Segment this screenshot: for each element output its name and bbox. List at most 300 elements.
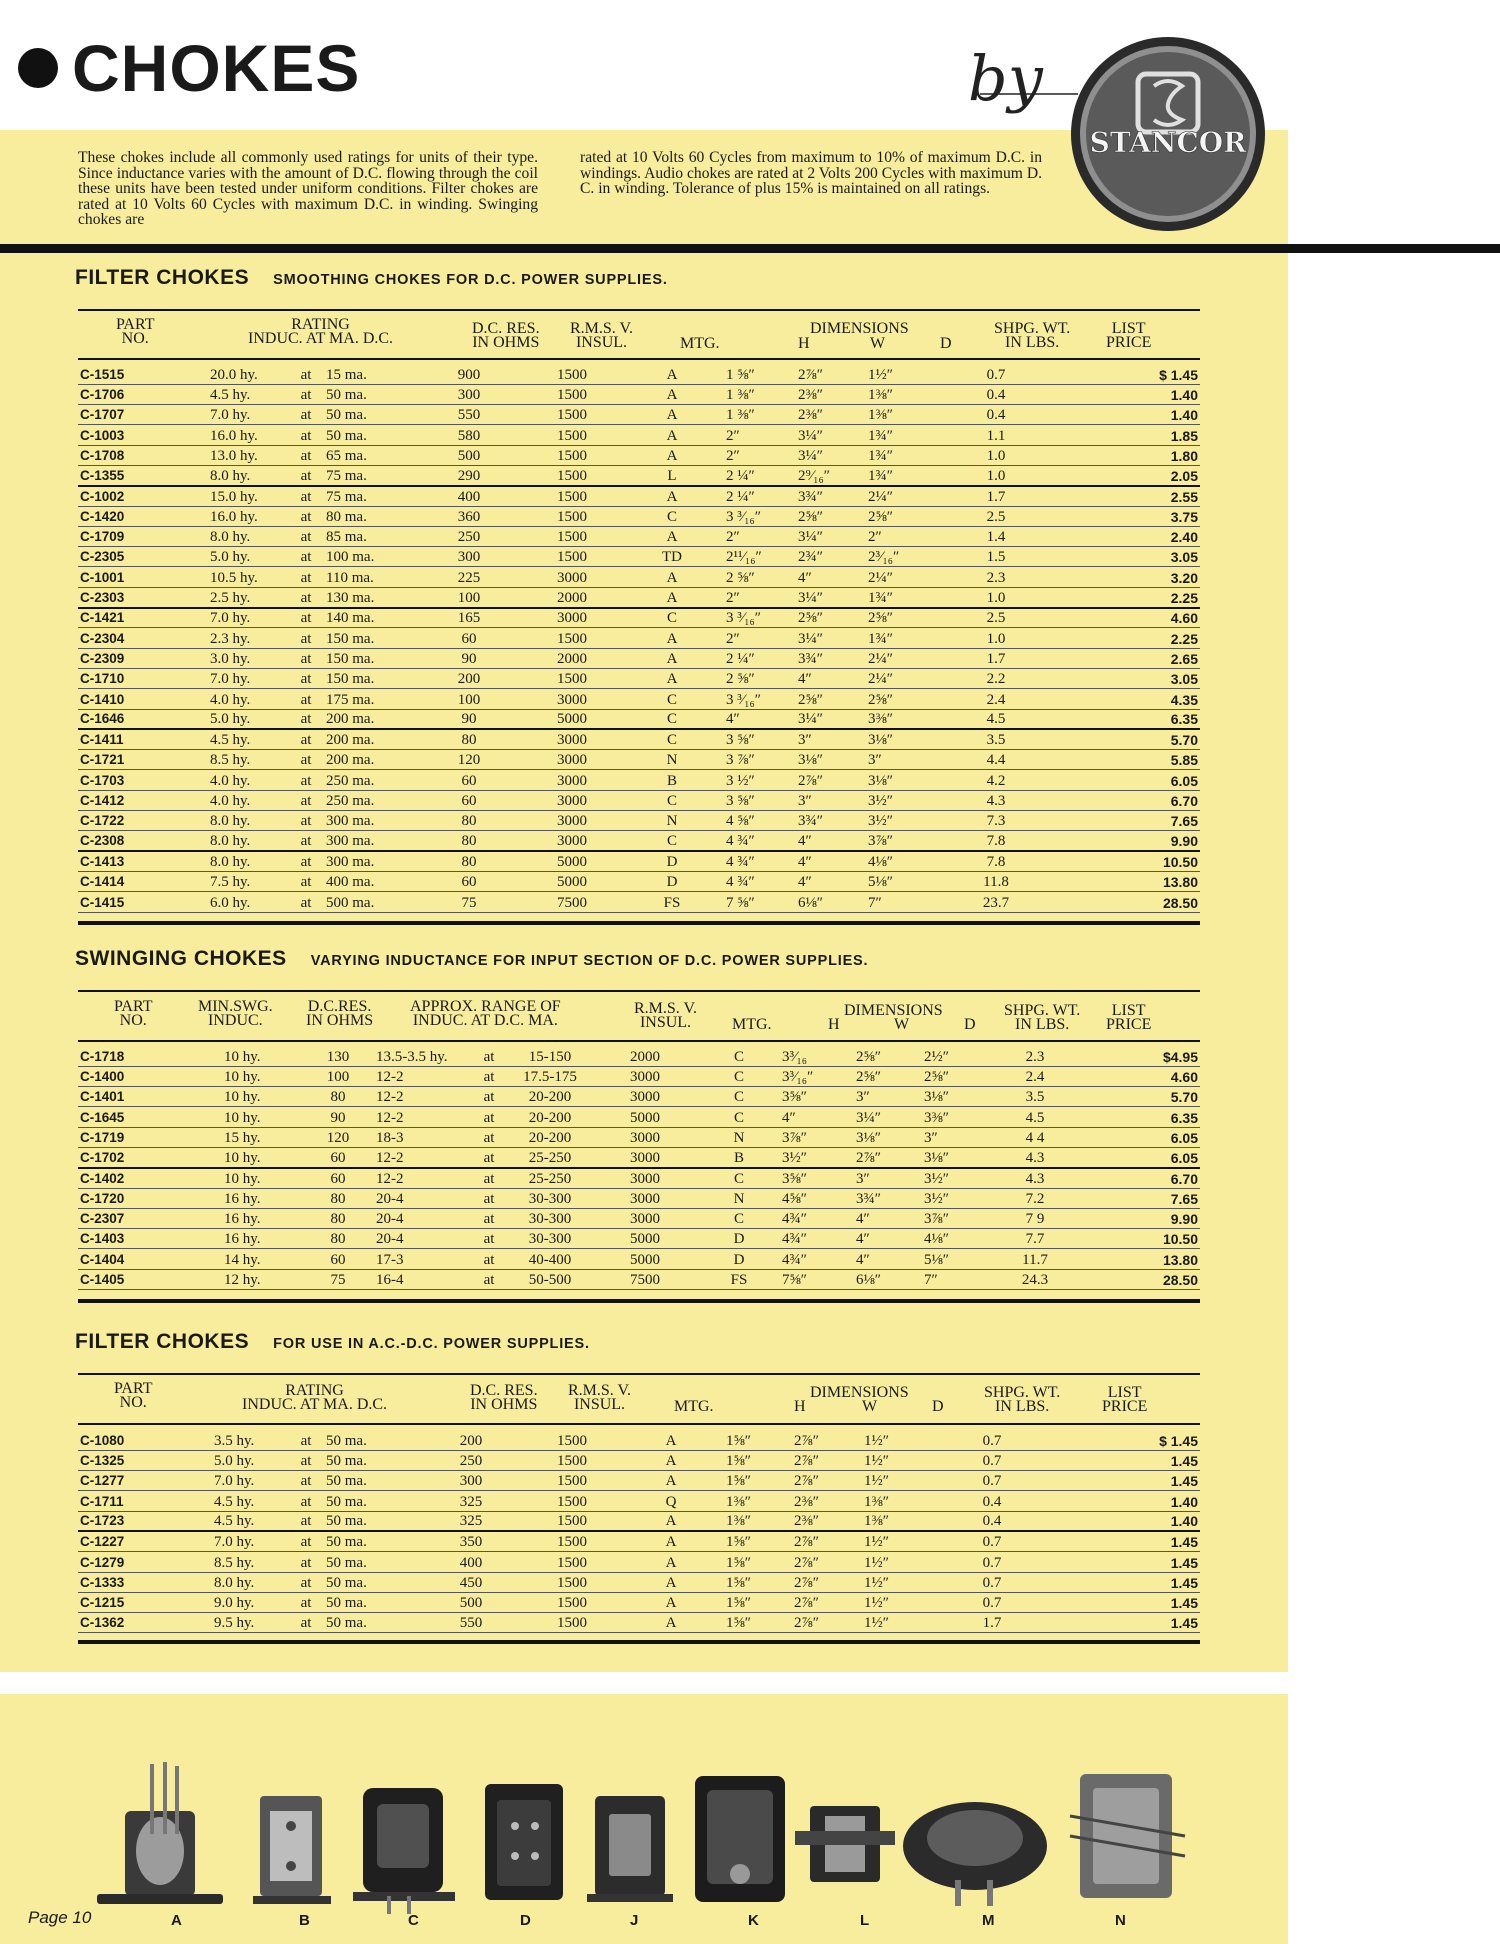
table-cell: 75 ma.	[324, 465, 414, 485]
table-cell: C-1711	[78, 1491, 212, 1511]
table-cell: at	[470, 1127, 508, 1147]
table-cell: 9.0 hy.	[212, 1592, 288, 1612]
table-cell: at	[288, 892, 324, 912]
table-cell: 3000	[592, 1147, 698, 1167]
table-cell: 4.0 hy.	[208, 790, 288, 810]
table-cell: 1500	[526, 1613, 618, 1633]
table-cell: 30-300	[508, 1208, 592, 1228]
table-cell: A	[620, 648, 724, 668]
table-cell: 1.4	[940, 526, 1052, 546]
col-header-h: H	[798, 335, 810, 352]
table-cell: 400	[416, 1552, 526, 1572]
table-cell: 3000	[592, 1087, 698, 1107]
table-cell: C	[698, 1087, 780, 1107]
table-cell: 2.5	[940, 608, 1052, 628]
table-cell: 3 ³⁄₁₆″	[724, 689, 796, 709]
table-cell: 7500	[524, 892, 620, 912]
table-cell: 13.80	[1052, 871, 1200, 891]
table-cell: 2.55	[1052, 486, 1200, 506]
table-cell: 1.7	[940, 648, 1052, 668]
table-end-rule	[78, 921, 1200, 925]
section-title: SWINGING CHOKES	[75, 947, 287, 970]
table-cell: 2.40	[1052, 526, 1200, 546]
table-cell: at	[288, 1552, 324, 1572]
table-cell: 3000	[524, 770, 620, 790]
table-cell: 7 9	[992, 1208, 1078, 1228]
table-cell: 3.05	[1052, 547, 1200, 567]
table-cell: 3¾″	[796, 811, 866, 831]
table-cell: 3¼″	[796, 587, 866, 607]
table-cell: D	[698, 1229, 780, 1249]
table-row	[78, 445, 1200, 465]
table-cell: 2″	[724, 587, 796, 607]
table-cell: at	[288, 851, 324, 871]
table-cell: 1.7	[932, 1613, 1052, 1633]
byline-text: by	[968, 42, 1043, 115]
table-cell: 6⅛″	[796, 892, 866, 912]
table-cell: 4″	[724, 709, 796, 729]
table-cell: 6.35	[1052, 709, 1200, 729]
table-cell: 16.0 hy.	[208, 425, 288, 445]
table-cell: 4.4	[940, 750, 1052, 770]
table-cell: 300	[414, 547, 524, 567]
table-cell: 0.7	[932, 1450, 1052, 1470]
table-row	[78, 1046, 1200, 1066]
table-cell: A	[620, 628, 724, 648]
table-cell: 2⅞″	[792, 1471, 862, 1491]
table-cell: 7.0 hy.	[208, 608, 288, 628]
table-cell: 4″	[854, 1208, 922, 1228]
table-cell: at	[288, 1471, 324, 1491]
table-cell: 2.5	[940, 506, 1052, 526]
table-cell: 1 ⅜″	[724, 405, 796, 425]
table-cell: 0.4	[932, 1491, 1052, 1511]
table-cell: 5⅛″	[922, 1249, 992, 1269]
table-cell: 4″	[854, 1249, 922, 1269]
table-cell: 7.8	[940, 831, 1052, 851]
section-rule	[78, 1373, 1200, 1375]
table-cell: at	[288, 547, 324, 567]
section-subtitle: FOR USE IN A.C.-D.C. POWER SUPPLIES.	[273, 1336, 590, 1352]
table-cell: TD	[620, 547, 724, 567]
table-cell: 4 ⅝″	[724, 811, 796, 831]
table-cell: FS	[698, 1269, 780, 1289]
table-cell: 13.5-3.5 hy.	[374, 1046, 470, 1066]
col-header-price: LIST PRICE	[1102, 1384, 1148, 1415]
table-row	[78, 729, 1200, 749]
table-cell: 4 ¾″	[724, 831, 796, 851]
page-title	[18, 30, 360, 106]
table-row	[78, 1471, 1200, 1491]
table-cell: 2⅜″	[792, 1491, 862, 1511]
table-cell: at	[288, 811, 324, 831]
table-cell: 5000	[524, 851, 620, 871]
table-cell: 175 ma.	[324, 689, 414, 709]
table-cell: C-1227	[78, 1531, 212, 1551]
table-cell: 3.0 hy.	[208, 648, 288, 668]
table-cell: C-1702	[78, 1147, 222, 1167]
table-cell: 20-200	[508, 1107, 592, 1127]
table-cell: 8.0 hy.	[212, 1572, 288, 1592]
table-cell: C-1413	[78, 851, 208, 871]
table-cell: 2.2	[940, 668, 1052, 688]
table-cell: at	[288, 526, 324, 546]
table-cell: 3.5	[992, 1087, 1078, 1107]
table-cell: at	[470, 1107, 508, 1127]
table-row	[78, 851, 1200, 871]
table-cell: 3 ½″	[724, 770, 796, 790]
mounting-l-image	[795, 1806, 895, 1882]
table-cell: 2¼″	[866, 486, 940, 506]
table-cell: 3.20	[1052, 567, 1200, 587]
table-cell: 900	[414, 364, 524, 384]
mounting-label-m: M	[982, 1912, 995, 1929]
table-cell: 1½″	[862, 1613, 932, 1633]
table-cell: 2⅞″	[792, 1592, 862, 1612]
table-row	[78, 1531, 1200, 1551]
table-cell: 1500	[524, 506, 620, 526]
table-cell: 300	[414, 384, 524, 404]
table-cell: at	[288, 648, 324, 668]
table-cell: 8.0 hy.	[208, 851, 288, 871]
table-cell: 50 ma.	[324, 1491, 416, 1511]
section-rule	[78, 309, 1200, 311]
table-cell: 2⅞″	[854, 1147, 922, 1167]
table-cell: 30-300	[508, 1229, 592, 1249]
table-cell: 0.7	[932, 1592, 1052, 1612]
mounting-type-illustrations	[95, 1756, 1215, 1916]
table-row	[78, 1208, 1200, 1228]
col-header-part: PART NO.	[114, 1380, 153, 1411]
table-cell: 3¾″	[796, 486, 866, 506]
table-cell: C-1410	[78, 689, 208, 709]
table-cell: 500	[414, 445, 524, 465]
table-cell: 50 ma.	[324, 1430, 416, 1450]
table-cell: 1½″	[866, 364, 940, 384]
mounting-label-c: C	[408, 1912, 419, 1929]
table-cell: C-1411	[78, 729, 208, 749]
table-cell: 4″	[796, 668, 866, 688]
table-cell: 1⅝″	[724, 1450, 792, 1470]
table-cell: 7.2	[992, 1188, 1078, 1208]
table-cell: 12-2	[374, 1168, 470, 1188]
table-cell: 3.05	[1052, 668, 1200, 688]
table-cell: 1.45	[1052, 1592, 1200, 1612]
table-cell: at	[288, 486, 324, 506]
table-cell: 1500	[526, 1430, 618, 1450]
table-cell: 10.50	[1052, 851, 1200, 871]
table-row	[78, 1127, 1200, 1147]
table-cell: 0.4	[940, 405, 1052, 425]
table-cell: 3000	[524, 608, 620, 628]
table-cell: at	[288, 668, 324, 688]
table-cell: at	[288, 364, 324, 384]
col-header-d: D	[940, 335, 952, 352]
table-cell: A	[618, 1450, 724, 1470]
table-row	[78, 1168, 1200, 1188]
table-cell: 1¾″	[866, 465, 940, 485]
table-cell: at	[288, 425, 324, 445]
table-cell: 50 ma.	[324, 1572, 416, 1592]
table-cell: 50 ma.	[324, 1613, 416, 1633]
table-cell: 4⅛″	[922, 1229, 992, 1249]
table-cell: 3000	[524, 729, 620, 749]
table-cell: 5.0 hy.	[212, 1450, 288, 1470]
table-cell: 1500	[524, 445, 620, 465]
table-cell: 50 ma.	[324, 1511, 416, 1531]
table-cell: 16.0 hy.	[208, 506, 288, 526]
table-cell: 3¼″	[854, 1107, 922, 1127]
table-cell: C-1401	[78, 1087, 222, 1107]
table-cell: 7.0 hy.	[208, 405, 288, 425]
table-cell: C	[620, 506, 724, 526]
table-cell: 4.60	[1052, 608, 1200, 628]
table-cell: 4.5	[940, 709, 1052, 729]
table-cell: 6.70	[1078, 1168, 1200, 1188]
table-cell: C-1325	[78, 1450, 212, 1470]
table-cell: 2⅝″	[854, 1046, 922, 1066]
table-cell: C	[620, 689, 724, 709]
table-cell: 25-250	[508, 1168, 592, 1188]
table-cell: at	[288, 1491, 324, 1511]
table-cell: 2⅝″	[796, 689, 866, 709]
table-cell: 1500	[526, 1450, 618, 1470]
table-cell: 3⅜″	[866, 709, 940, 729]
table-cell: 2.05	[1052, 465, 1200, 485]
table-cell: 2⅞″	[792, 1531, 862, 1551]
table-cell: 10 hy.	[222, 1168, 302, 1188]
table-cell: 60	[302, 1147, 374, 1167]
table-cell: 300 ma.	[324, 851, 414, 871]
table-cell: at	[288, 587, 324, 607]
table-cell: 3⅞″	[922, 1208, 992, 1228]
table-cell: 0.7	[932, 1531, 1052, 1551]
table-row	[78, 1592, 1200, 1612]
filter-section-heading	[75, 266, 668, 290]
table-cell: 3 ⅝″	[724, 729, 796, 749]
table-cell: 10 hy.	[222, 1087, 302, 1107]
col-header-h: H	[794, 1398, 806, 1415]
table-row	[78, 628, 1200, 648]
table-cell: 1⅜″	[862, 1491, 932, 1511]
mounting-label-b: B	[299, 1912, 310, 1929]
table-cell: C-1277	[78, 1471, 212, 1491]
col-header-rating: RATING INDUC. AT MA. D.C.	[248, 316, 394, 347]
table-cell: 3000	[524, 831, 620, 851]
table-cell: 7.8	[940, 851, 1052, 871]
table-cell: 20-200	[508, 1087, 592, 1107]
mounting-b-image	[253, 1796, 331, 1904]
table-cell: 8.5 hy.	[208, 750, 288, 770]
table-cell: 3000	[592, 1127, 698, 1147]
table-cell: 2⅞″	[796, 770, 866, 790]
table-cell: 3³⁄₁₆″	[780, 1066, 854, 1086]
table-row	[78, 1188, 1200, 1208]
section-subtitle: SMOOTHING CHOKES FOR D.C. POWER SUPPLIES.	[273, 272, 668, 288]
table-row	[78, 1450, 1200, 1470]
table-cell: B	[698, 1147, 780, 1167]
table-cell: 350	[416, 1531, 526, 1551]
table-cell: 6.05	[1078, 1147, 1200, 1167]
table-row	[78, 364, 1200, 384]
table-cell: A	[618, 1613, 724, 1633]
table-cell: 400 ma.	[324, 871, 414, 891]
table-cell: 4″	[780, 1107, 854, 1127]
table-cell: C-1721	[78, 750, 208, 770]
table-cell: 28.50	[1078, 1269, 1200, 1289]
table-cell: 3″	[796, 790, 866, 810]
section-title: FILTER CHOKES	[75, 266, 250, 289]
col-header-rms: R.M.S. V. INSUL.	[568, 1382, 631, 1413]
table-cell: 300 ma.	[324, 831, 414, 851]
table-row	[78, 709, 1200, 729]
table-cell: 1½″	[862, 1531, 932, 1551]
table-cell: C-1709	[78, 526, 208, 546]
table-cell: 1.0	[940, 465, 1052, 485]
table-cell: 1¾″	[866, 445, 940, 465]
table-cell: 80	[302, 1208, 374, 1228]
section-rule	[78, 990, 1200, 992]
mounting-c-image	[353, 1788, 455, 1914]
table-cell: 130 ma.	[324, 587, 414, 607]
table-row	[78, 648, 1200, 668]
table-cell: 3⅛″	[922, 1087, 992, 1107]
table-cell: 250 ma.	[324, 770, 414, 790]
table-cell: C-1362	[78, 1613, 212, 1633]
table-cell: 16 hy.	[222, 1229, 302, 1249]
table-cell: 8.5 hy.	[212, 1552, 288, 1572]
table-cell: C-1279	[78, 1552, 212, 1572]
table-cell: at	[288, 729, 324, 749]
table-cell: 60	[414, 770, 524, 790]
table-cell: C-1412	[78, 790, 208, 810]
table-cell: 2⅝″	[866, 608, 940, 628]
table-cell: 2000	[524, 648, 620, 668]
table-cell: 2000	[592, 1046, 698, 1066]
table-cell: 4.5 hy.	[208, 729, 288, 749]
table-cell: C-1215	[78, 1592, 212, 1612]
table-cell: 50 ma.	[324, 425, 414, 445]
table-cell: 2³⁄₁₆″	[866, 547, 940, 567]
table-cell: 1⅜″	[724, 1491, 792, 1511]
table-cell: 1.0	[940, 628, 1052, 648]
table-cell: 2 ⅝″	[724, 567, 796, 587]
table-row	[78, 1430, 1200, 1450]
table-cell: 250 ma.	[324, 790, 414, 810]
table-cell: 3000	[592, 1208, 698, 1228]
table-cell: 4¾″	[780, 1208, 854, 1228]
table-cell: 110 ma.	[324, 567, 414, 587]
table-cell: 24.3	[992, 1269, 1078, 1289]
table-cell: 7⅝″	[780, 1269, 854, 1289]
table-cell: 100	[302, 1066, 374, 1086]
col-header-price: LIST PRICE	[1106, 320, 1152, 351]
table-cell: C-1080	[78, 1430, 212, 1450]
table-cell: C-1003	[78, 425, 208, 445]
table-cell: 2⅝″	[854, 1066, 922, 1086]
table-cell: 140 ma.	[324, 608, 414, 628]
table-cell: 4¾″	[780, 1249, 854, 1269]
table-cell: A	[620, 445, 724, 465]
table-cell: 14 hy.	[222, 1249, 302, 1269]
table-cell: 60	[302, 1168, 374, 1188]
table-cell: 60	[414, 790, 524, 810]
table-cell: 3.75	[1052, 506, 1200, 526]
table-cell: 1⅝″	[724, 1430, 792, 1450]
table-cell: 6.35	[1078, 1107, 1200, 1127]
table-cell: $ 1.45	[1052, 1430, 1200, 1450]
table-cell: 9.90	[1052, 831, 1200, 851]
table-cell: 1⅝″	[724, 1531, 792, 1551]
table-cell: 2000	[524, 587, 620, 607]
table-cell: 20-4	[374, 1208, 470, 1228]
table-cell: A	[620, 567, 724, 587]
table-cell: 4.0 hy.	[208, 770, 288, 790]
table-cell: 50 ma.	[324, 384, 414, 404]
table-cell: 1.85	[1052, 425, 1200, 445]
table-cell: at	[288, 1592, 324, 1612]
table-cell: 5000	[592, 1107, 698, 1127]
table-row	[78, 465, 1200, 485]
table-row	[78, 790, 1200, 810]
table-cell: A	[620, 405, 724, 425]
table-cell: 3³⁄₁₆	[780, 1046, 854, 1066]
table-cell: A	[620, 587, 724, 607]
table-row	[78, 871, 1200, 891]
table-row	[78, 547, 1200, 567]
col-header-dcres: D.C. RES. IN OHMS	[472, 320, 540, 351]
table-cell: at	[470, 1087, 508, 1107]
table-cell: 500	[416, 1592, 526, 1612]
table-row	[78, 587, 1200, 607]
table-cell: 450	[416, 1572, 526, 1592]
table-cell: 7.3	[940, 811, 1052, 831]
table-cell: B	[620, 770, 724, 790]
table-row	[78, 405, 1200, 425]
table-cell: 2.25	[1052, 628, 1200, 648]
table-cell: at	[288, 608, 324, 628]
table-cell: 5.70	[1078, 1087, 1200, 1107]
intro-paragraph-2: rated at 10 Volts 60 Cycles from maximum to 10% of maximum D.C. in windings. Audio chokes are rated at 2 Volts 200 Cycles with maximum D. C. in winding. Tolerance of plus 15% is maintained on all ratings.	[580, 149, 1042, 197]
table-cell: 8.0 hy.	[208, 465, 288, 485]
table-cell: A	[620, 526, 724, 546]
table-cell: 225	[414, 567, 524, 587]
table-cell: 2¼″	[866, 668, 940, 688]
table-cell: 0.4	[940, 384, 1052, 404]
table-cell: 1500	[524, 668, 620, 688]
table-cell: 1.40	[1052, 1511, 1200, 1531]
table-cell: 200	[416, 1430, 526, 1450]
table-row	[78, 811, 1200, 831]
filter-chokes-table	[78, 364, 1200, 913]
table-cell: at	[288, 1572, 324, 1592]
table-row	[78, 1613, 1200, 1633]
section-subtitle: VARYING INDUCTANCE FOR INPUT SECTION OF D.C. POWER SUPPLIES.	[310, 953, 869, 969]
table-cell: 6.05	[1078, 1127, 1200, 1147]
table-cell: 1.0	[940, 587, 1052, 607]
mounting-k-image	[695, 1776, 785, 1902]
table-cell: 3″	[854, 1087, 922, 1107]
table-row	[78, 1572, 1200, 1592]
table-cell: 1.45	[1052, 1450, 1200, 1470]
table-cell: at	[288, 871, 324, 891]
table-cell: C-1722	[78, 811, 208, 831]
table-cell: 65 ma.	[324, 445, 414, 465]
table-cell: at	[288, 628, 324, 648]
table-cell: 4.35	[1052, 689, 1200, 709]
col-header-rms: R.M.S. V. INSUL.	[634, 1000, 697, 1031]
table-cell: 1500	[524, 486, 620, 506]
